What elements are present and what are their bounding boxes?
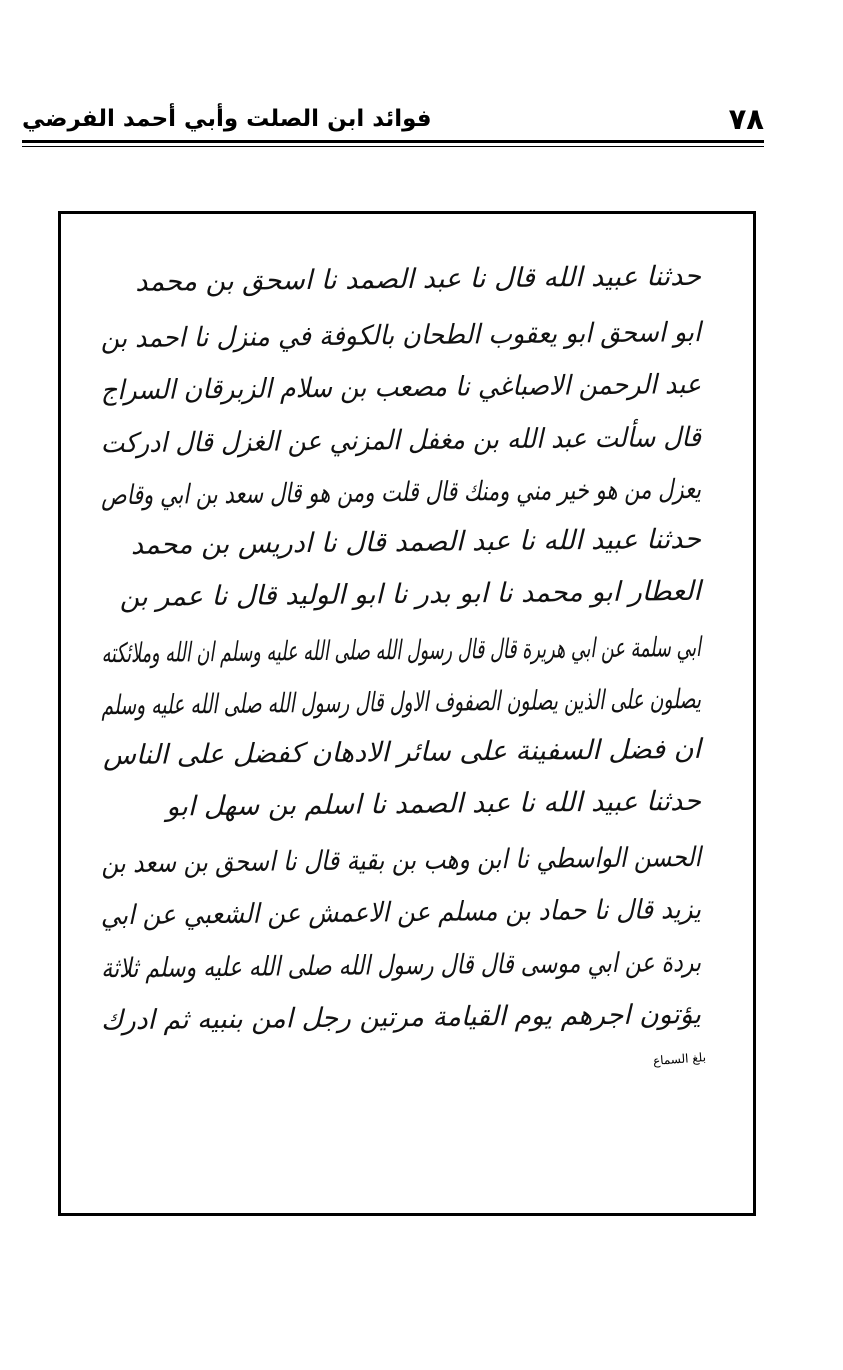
manuscript-line: الحسن الواسطي نا ابن وهب بن بقية قال نا اسحق بن سعد بن: [101, 841, 702, 879]
manuscript-line: قال سألت عبد الله بن مغفل المزني عن الغزل قال ادركت: [100, 421, 702, 459]
manuscript-line: ان فضل السفينة على سائر الادهان كفضل على الناس: [102, 733, 702, 771]
manuscript-line: العطار ابو محمد نا ابو بدر نا ابو الوليد قال نا عمر بن: [119, 575, 702, 613]
manuscript-line: يصلون على الذين يصلون الصفوف الاول قال رسول الله صلى الله عليه وسلم: [101, 684, 702, 722]
manuscript-line: حدثنا عبيد الله نا عبد الصمد قال نا ادريس بن محمد: [130, 523, 702, 561]
page-number: ٧٨: [728, 102, 764, 136]
manuscript-line: ابو اسحق ابو يعقوب الطحان بالكوفة في منزل نا احمد بن: [100, 316, 702, 354]
page-header: [22, 100, 764, 140]
running-title: فوائد ابن الصلت وأبي أحمد الفرضي: [22, 106, 432, 132]
manuscript-line: بردة عن ابي موسى قال قال رسول الله صلى الله عليه وسلم ثلاثة: [101, 946, 702, 984]
manuscript-text: [101, 254, 701, 1042]
manuscript-line: ابي سلمة عن ابي هريرة قال قال رسول الله صلى الله عليه وسلم ان الله وملائكته: [101, 631, 702, 669]
manuscript-line: يزيد قال نا حماد بن مسلم عن الاعمش عن الشعبي عن ابي: [100, 894, 702, 932]
header-rule-thick: [22, 140, 764, 143]
manuscript-line: يؤتون اجرهم يوم القيامة مرتين رجل امن بنبيه ثم ادرك: [100, 999, 702, 1037]
manuscript-line: حدثنا عبيد الله نا عبد الصمد نا اسلم بن سهل ابو: [166, 785, 702, 823]
manuscript-frame: [58, 211, 756, 1216]
manuscript-line: يعزل من هو خير مني ومنك قال قلت ومن هو قال سعد بن ابي وقاص: [101, 474, 702, 512]
header-rule-thin: [22, 146, 764, 147]
margin-note: بلغ السماع: [652, 1050, 707, 1068]
manuscript-line: عبد الرحمن الاصباغي نا مصعب بن سلام الزبرقان السراج: [100, 369, 702, 407]
manuscript-line: حدثنا عبيد الله قال نا عبد الصمد نا اسحق بن محمد: [135, 260, 702, 298]
